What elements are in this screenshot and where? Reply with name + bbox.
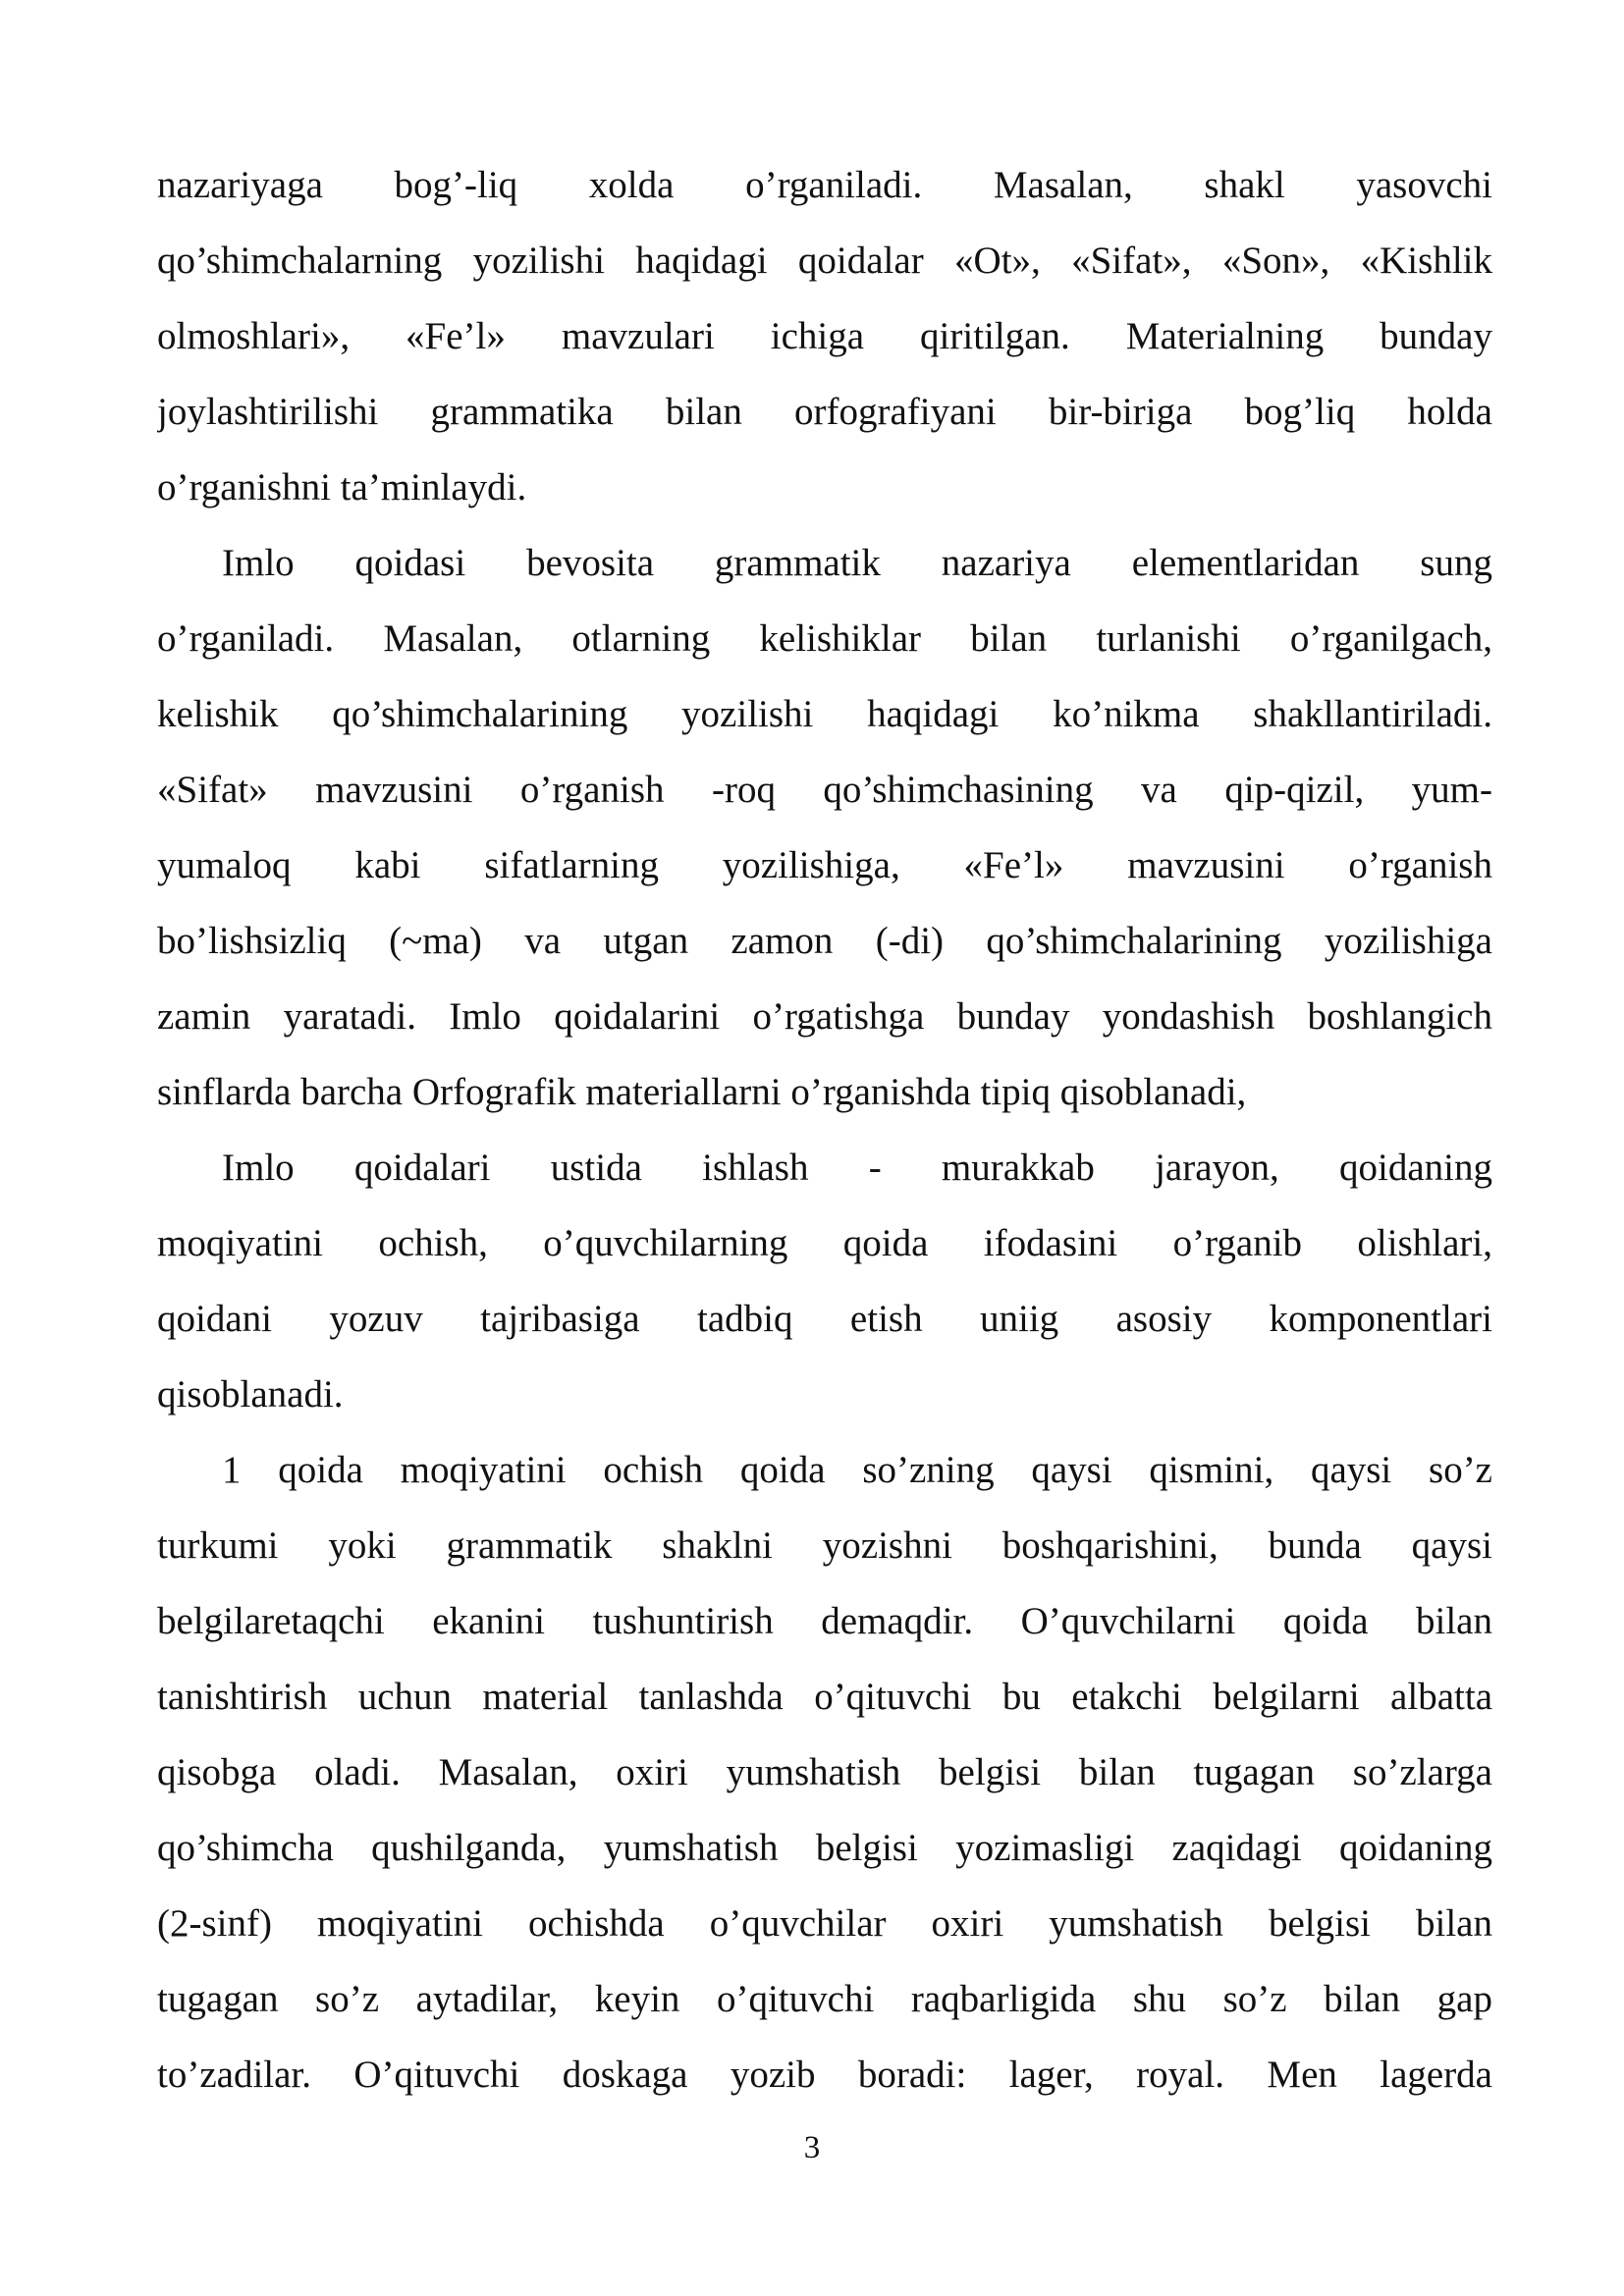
text-line: (2-sinf) moqiyatini ochishda o’quvchilar oxiri yumshatish belgisi bilan [157, 1902, 1492, 1945]
text-line: turkumi yoki grammatik shaklni yozishni boshqarishini, bunda qaysi [157, 1524, 1492, 1567]
text-line: o’rganiladi. Masalan, otlarning kelishiklar bilan turlanishi o’rganilgach, [157, 617, 1492, 660]
text-line: Imlo qoidalari ustida ishlash - murakkab jarayon, qoidaning [222, 1147, 1492, 1189]
text-line: o’rganishni ta’minlaydi. [157, 466, 527, 508]
text-line: qo’shimcha qushilganda, yumshatish belgisi yozimasligi zaqidagi qoidaning [157, 1827, 1492, 1869]
text-line: kelishik qo’shimchalarining yozilishi haqidagi ko’nikma shakllantiriladi. [157, 693, 1492, 735]
text-line: qo’shimchalarning yozilishi haqidagi qoidalar «Ot», «Sifat», «Son», «Kishlik [157, 240, 1492, 282]
text-line: qisobga oladi. Masalan, oxiri yumshatish belgisi bilan tugagan so’zlarga [157, 1751, 1492, 1793]
text-line: nazariyaga bog’-liq xolda o’rganiladi. Masalan, shakl yasovchi [157, 164, 1492, 206]
text-line: «Sifat» mavzusini o’rganish -roq qo’shimchasining va qip-qizil, yum- [157, 769, 1492, 811]
text-line: qisoblanadi. [157, 1373, 344, 1415]
text-line: joylashtirilishi grammatika bilan orfografiyani bir-biriga bog’liq holda [157, 391, 1492, 433]
text-line: Imlo qoidasi bevosita grammatik nazariya elementlaridan sung [222, 542, 1492, 584]
text-line: bo’lishsizliq (~ma) va utgan zamon (-di) qo’shimchalarining yozilishiga [157, 920, 1492, 962]
text-line: tanishtirish uchun material tanlashda o’qituvchi bu etakchi belgilarni albatta [157, 1676, 1492, 1718]
text-line: to’zadilar. O’qituvchi doskaga yozib boradi: lager, royal. Men lagerda [157, 2054, 1492, 2096]
text-line: 1 qoida moqiyatini ochish qoida so’zning qaysi qismini, qaysi so’z [222, 1449, 1492, 1491]
text-line: belgilaretaqchi ekanini tushuntirish demaqdir. O’quvchilarni qoida bilan [157, 1600, 1492, 1642]
page-number: 3 [803, 2130, 821, 2165]
text-line: qoidani yozuv tajribasiga tadbiq etish uniig asosiy komponentlari [157, 1298, 1492, 1340]
text-line: zamin yaratadi. Imlo qoidalarini o’rgatishga bunday yondashish boshlangich [157, 995, 1492, 1038]
text-line: sinflarda barcha Orfografik materiallarni o’rganishda tipiq qisoblanadi, [157, 1071, 1247, 1113]
text-line: moqiyatini ochish, o’quvchilarning qoida ifodasini o’rganib olishlari, [157, 1222, 1492, 1264]
text-line: tugagan so’z aytadilar, keyin o’qituvchi raqbarligida shu so’z bilan gap [157, 1978, 1492, 2020]
text-line: yumaloq kabi sifatlarning yozilishiga, «Fe’l» mavzusini o’rganish [157, 844, 1492, 886]
body-text [157, 147, 1492, 2112]
text-line: olmoshlari», «Fe’l» mavzulari ichiga qiritilgan. Materialning bunday [157, 315, 1492, 357]
